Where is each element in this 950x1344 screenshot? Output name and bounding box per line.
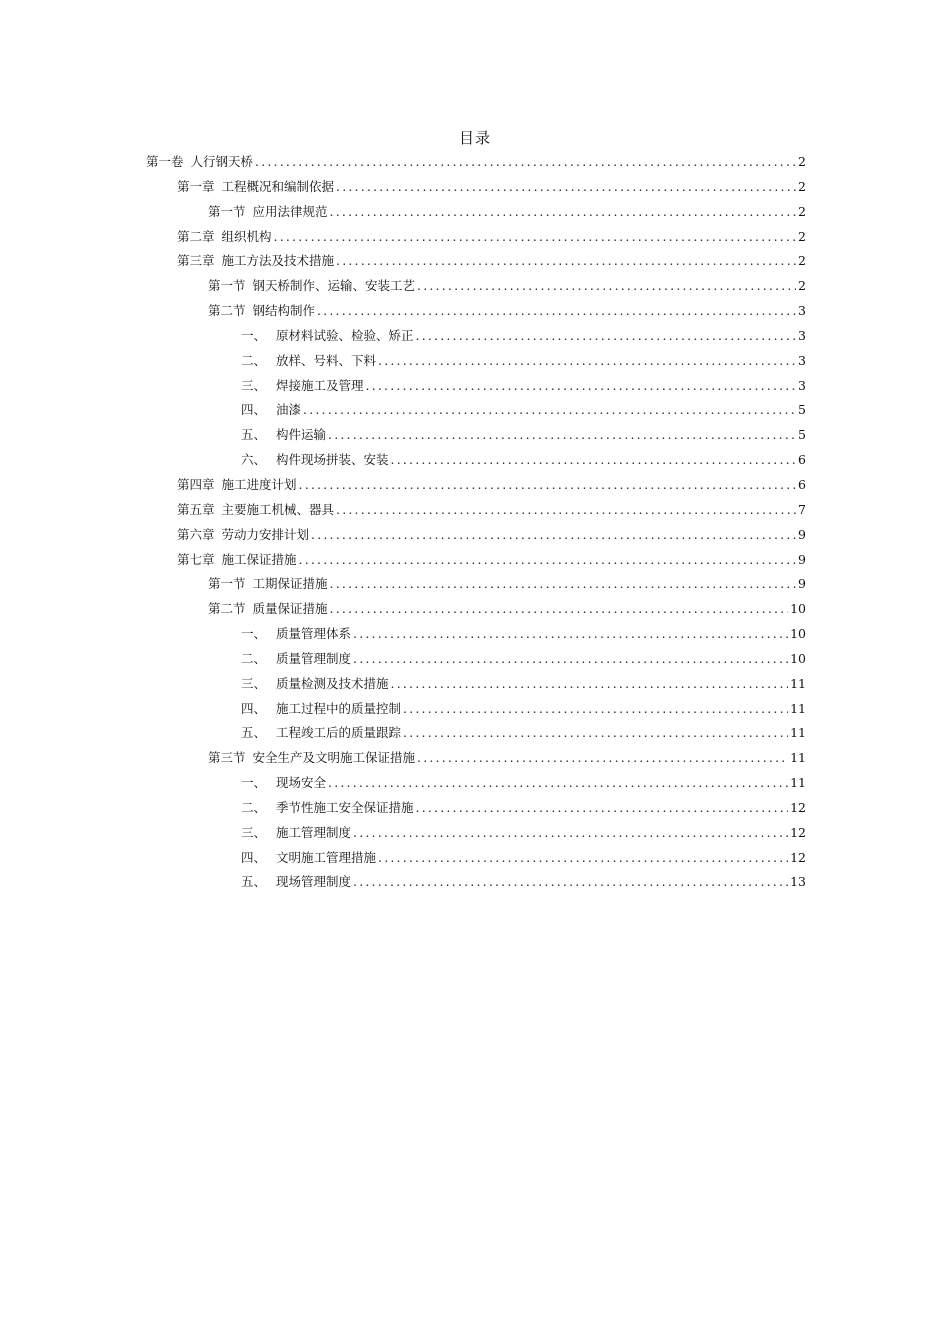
toc-entry[interactable] bbox=[146, 448, 806, 473]
toc-dot-leader bbox=[353, 821, 788, 846]
toc-page-number: 12 bbox=[790, 849, 806, 865]
toc-entry-number: 四、 bbox=[241, 700, 267, 716]
toc-page-number: 11 bbox=[790, 675, 806, 691]
toc-entry-number: 第一章 bbox=[177, 178, 215, 194]
toc-entry[interactable] bbox=[146, 523, 806, 548]
toc-dot-leader bbox=[299, 548, 796, 573]
toc-entry-label bbox=[241, 622, 351, 647]
toc-entry-number: 第一节 bbox=[208, 576, 246, 592]
toc-page-number: 6 bbox=[798, 476, 806, 492]
toc-dot-leader bbox=[403, 721, 788, 746]
toc-entry[interactable] bbox=[146, 821, 806, 846]
toc-entry-number: 第二节 bbox=[208, 303, 246, 319]
toc-entry-text: 组织机构 bbox=[221, 228, 272, 244]
toc-entry[interactable] bbox=[146, 324, 806, 349]
toc-entry-text: 原材料试验、检验、矫正 bbox=[276, 327, 414, 343]
toc-page-number: 2 bbox=[798, 178, 806, 194]
toc-entry-number: 第三章 bbox=[177, 253, 215, 269]
toc-dot-leader bbox=[328, 771, 788, 796]
toc-entry-label bbox=[177, 498, 334, 523]
toc-entry-label bbox=[177, 225, 272, 250]
toc-dot-leader bbox=[328, 423, 796, 448]
toc-dot-leader bbox=[255, 150, 796, 175]
toc-entry-label bbox=[208, 746, 415, 771]
toc-entry-number: 一、 bbox=[241, 775, 267, 791]
toc-entry[interactable] bbox=[146, 225, 806, 250]
toc-dot-leader bbox=[336, 498, 796, 523]
toc-entry-label bbox=[177, 175, 334, 200]
toc-page-number: 2 bbox=[798, 253, 806, 269]
toc-entry-label bbox=[241, 448, 389, 473]
toc-dot-leader bbox=[366, 374, 796, 399]
toc-entry[interactable] bbox=[146, 349, 806, 374]
toc-entry-label bbox=[177, 523, 309, 548]
toc-page-number: 2 bbox=[798, 203, 806, 219]
toc-entry-label bbox=[177, 249, 334, 274]
toc-dot-leader bbox=[299, 473, 796, 498]
toc-dot-leader bbox=[391, 448, 796, 473]
toc-dot-leader bbox=[330, 597, 789, 622]
toc-entry-number: 第一卷 bbox=[146, 154, 184, 169]
toc-entry-text: 施工方法及技术措施 bbox=[221, 253, 335, 269]
toc-page-number: 3 bbox=[798, 327, 806, 343]
toc-page-number: 10 bbox=[790, 601, 806, 617]
toc-dot-leader bbox=[353, 647, 788, 672]
toc-entry[interactable] bbox=[146, 746, 806, 771]
toc-dot-leader bbox=[303, 398, 796, 423]
toc-entry-number: 二、 bbox=[241, 799, 267, 815]
toc-entry-number: 二、 bbox=[241, 650, 267, 666]
toc-dot-leader bbox=[378, 349, 796, 374]
toc-entry-text: 构件运输 bbox=[276, 427, 327, 443]
toc-dot-leader bbox=[330, 572, 796, 597]
toc-page-number: 11 bbox=[790, 725, 806, 741]
toc-entry-number: 一、 bbox=[241, 626, 267, 642]
toc-entry-number: 第二章 bbox=[177, 228, 215, 244]
toc-entry-number: 第三节 bbox=[208, 750, 246, 766]
toc-entry-label bbox=[241, 647, 351, 672]
toc-entry[interactable] bbox=[146, 548, 806, 573]
toc-entry-label bbox=[241, 796, 414, 821]
toc-page-number: 9 bbox=[798, 576, 806, 592]
toc-page-number: 12 bbox=[790, 824, 806, 840]
toc-entry-text: 质量管理体系 bbox=[276, 626, 352, 642]
toc-entry-text: 质量管理制度 bbox=[276, 650, 352, 666]
toc-entry-label bbox=[241, 697, 401, 722]
toc-dot-leader bbox=[417, 746, 788, 771]
toc-entry-text: 施工管理制度 bbox=[276, 824, 352, 840]
toc-entry[interactable] bbox=[146, 622, 806, 647]
toc-entry-text: 钢天桥制作、运输、安装工艺 bbox=[252, 278, 416, 294]
toc-entry-label bbox=[208, 572, 328, 597]
toc-page-number: 12 bbox=[790, 799, 806, 815]
toc-entry-number: 六、 bbox=[241, 452, 267, 468]
toc-dot-leader bbox=[417, 274, 796, 299]
toc-entry-number: 三、 bbox=[241, 824, 267, 840]
toc-entry[interactable] bbox=[146, 200, 806, 225]
toc-entry[interactable] bbox=[146, 249, 806, 274]
toc-entry-text: 油漆 bbox=[276, 402, 302, 418]
toc-dot-leader bbox=[317, 299, 796, 324]
toc-entry-text: 构件现场拼装、安装 bbox=[276, 452, 389, 468]
toc-dot-leader bbox=[274, 225, 796, 250]
toc-entry[interactable] bbox=[146, 771, 806, 796]
toc-entry-number: 二、 bbox=[241, 352, 267, 368]
toc-page-number: 7 bbox=[798, 501, 806, 517]
toc-entry-number: 三、 bbox=[241, 377, 267, 393]
toc-entry[interactable] bbox=[146, 423, 806, 448]
toc-page-number: 3 bbox=[798, 377, 806, 393]
toc-entry-label bbox=[177, 548, 297, 573]
toc-entry-text: 工程概况和编制依据 bbox=[221, 178, 335, 194]
toc-entry-label bbox=[241, 349, 376, 374]
toc-entry[interactable] bbox=[146, 846, 806, 871]
toc-entry-number: 第一节 bbox=[208, 278, 246, 294]
toc-entry-text: 主要施工机械、器具 bbox=[221, 501, 335, 517]
toc-entry[interactable] bbox=[146, 274, 806, 299]
toc-page-number: 6 bbox=[798, 452, 806, 468]
toc-entry[interactable] bbox=[146, 796, 806, 821]
toc-page-number: 13 bbox=[790, 874, 806, 890]
toc-entry-label bbox=[208, 274, 415, 299]
toc-entry-text: 质量保证措施 bbox=[252, 601, 328, 617]
toc-entry-number: 一、 bbox=[241, 327, 267, 343]
toc-page-number: 3 bbox=[798, 303, 806, 319]
toc-page-number: 11 bbox=[790, 750, 806, 766]
toc-entry-text: 放样、号料、下料 bbox=[276, 352, 377, 368]
toc-entry-label bbox=[241, 374, 364, 399]
toc-entry[interactable] bbox=[146, 672, 806, 697]
toc-entry-text: 现场管理制度 bbox=[276, 874, 352, 890]
toc-entry[interactable] bbox=[146, 498, 806, 523]
toc-title: 目录 bbox=[458, 129, 491, 147]
toc-entry-label bbox=[241, 672, 389, 697]
toc-dot-leader bbox=[336, 175, 796, 200]
toc-dot-leader bbox=[403, 697, 788, 722]
toc-entry-number: 五、 bbox=[241, 874, 267, 890]
toc-entry-text: 应用法律规范 bbox=[252, 203, 328, 219]
toc-page-number: 3 bbox=[798, 352, 806, 368]
toc-page-number: 11 bbox=[790, 700, 806, 716]
toc-entry-text: 文明施工管理措施 bbox=[276, 849, 377, 865]
toc-dot-leader bbox=[353, 870, 788, 895]
toc-entry-label bbox=[241, 721, 401, 746]
toc-entry[interactable] bbox=[146, 721, 806, 746]
toc-entry[interactable] bbox=[146, 597, 806, 622]
toc-entry[interactable] bbox=[146, 647, 806, 672]
toc-entry[interactable] bbox=[146, 150, 806, 175]
toc-page-number: 5 bbox=[798, 427, 806, 443]
toc-entry-number: 第四章 bbox=[177, 476, 215, 492]
toc-entry[interactable] bbox=[146, 398, 806, 423]
toc-page-number: 10 bbox=[790, 650, 806, 666]
toc-entry[interactable] bbox=[146, 572, 806, 597]
toc-dot-leader bbox=[391, 672, 789, 697]
toc-entry-text: 工程竣工后的质量跟踪 bbox=[276, 725, 402, 741]
toc-entry-label bbox=[241, 423, 326, 448]
toc-entry-label bbox=[241, 846, 376, 871]
toc-page-number: 2 bbox=[798, 228, 806, 244]
toc-entry[interactable] bbox=[146, 697, 806, 722]
toc-entry-label bbox=[208, 597, 328, 622]
toc-entry[interactable] bbox=[146, 175, 806, 200]
toc-entry-text: 人行钢天桥 bbox=[190, 154, 254, 169]
toc-entry-number: 第一节 bbox=[208, 203, 246, 219]
toc-page-number: 11 bbox=[790, 775, 806, 791]
toc-entry-text: 季节性施工安全保证措施 bbox=[276, 799, 414, 815]
toc-entry[interactable] bbox=[146, 473, 806, 498]
toc-entry-number: 五、 bbox=[241, 427, 267, 443]
toc-dot-leader bbox=[378, 846, 788, 871]
toc-entry-label bbox=[208, 200, 328, 225]
toc-entry-text: 施工过程中的质量控制 bbox=[276, 700, 402, 716]
toc-dot-leader bbox=[353, 622, 788, 647]
toc-dot-leader bbox=[330, 200, 796, 225]
toc-page-number: 5 bbox=[798, 402, 806, 418]
toc-entry-number: 四、 bbox=[241, 849, 267, 865]
toc-entry[interactable] bbox=[146, 870, 806, 895]
table-of-contents bbox=[146, 150, 806, 895]
toc-entry-label bbox=[208, 299, 315, 324]
toc-entry-text: 钢结构制作 bbox=[252, 303, 316, 319]
toc-entry-number: 第六章 bbox=[177, 526, 215, 542]
toc-page-number: 9 bbox=[798, 551, 806, 567]
toc-entry-text: 工期保证措施 bbox=[252, 576, 328, 592]
toc-page-number: 2 bbox=[798, 278, 806, 294]
toc-entry-number: 四、 bbox=[241, 402, 267, 418]
toc-dot-leader bbox=[311, 523, 796, 548]
toc-dot-leader bbox=[416, 324, 796, 349]
toc-entry-label bbox=[177, 473, 297, 498]
toc-dot-leader bbox=[336, 249, 796, 274]
toc-entry-text: 焊接施工及管理 bbox=[276, 377, 364, 393]
toc-entry-label bbox=[241, 324, 414, 349]
toc-entry-number: 五、 bbox=[241, 725, 267, 741]
toc-entry-number: 三、 bbox=[241, 675, 267, 691]
toc-page-number: 10 bbox=[790, 626, 806, 642]
toc-entry-text: 施工保证措施 bbox=[221, 551, 297, 567]
toc-dot-leader bbox=[416, 796, 789, 821]
toc-page-number: 2 bbox=[798, 154, 806, 169]
toc-entry-text: 质量检测及技术措施 bbox=[276, 675, 389, 691]
toc-entry-label bbox=[241, 870, 351, 895]
toc-entry[interactable] bbox=[146, 299, 806, 324]
toc-entry-text: 现场安全 bbox=[276, 775, 327, 791]
toc-entry-text: 安全生产及文明施工保证措施 bbox=[252, 750, 416, 766]
toc-entry[interactable] bbox=[146, 374, 806, 399]
toc-entry-text: 施工进度计划 bbox=[221, 476, 297, 492]
toc-entry-label bbox=[241, 771, 326, 796]
toc-entry-text: 劳动力安排计划 bbox=[221, 526, 310, 542]
toc-page-number: 9 bbox=[798, 526, 806, 542]
toc-entry-label bbox=[241, 821, 351, 846]
toc-entry-number: 第五章 bbox=[177, 501, 215, 517]
toc-entry-label bbox=[241, 398, 301, 423]
toc-entry-number: 第七章 bbox=[177, 551, 215, 567]
toc-entry-label bbox=[146, 150, 253, 175]
toc-entry-number: 第二节 bbox=[208, 601, 246, 617]
